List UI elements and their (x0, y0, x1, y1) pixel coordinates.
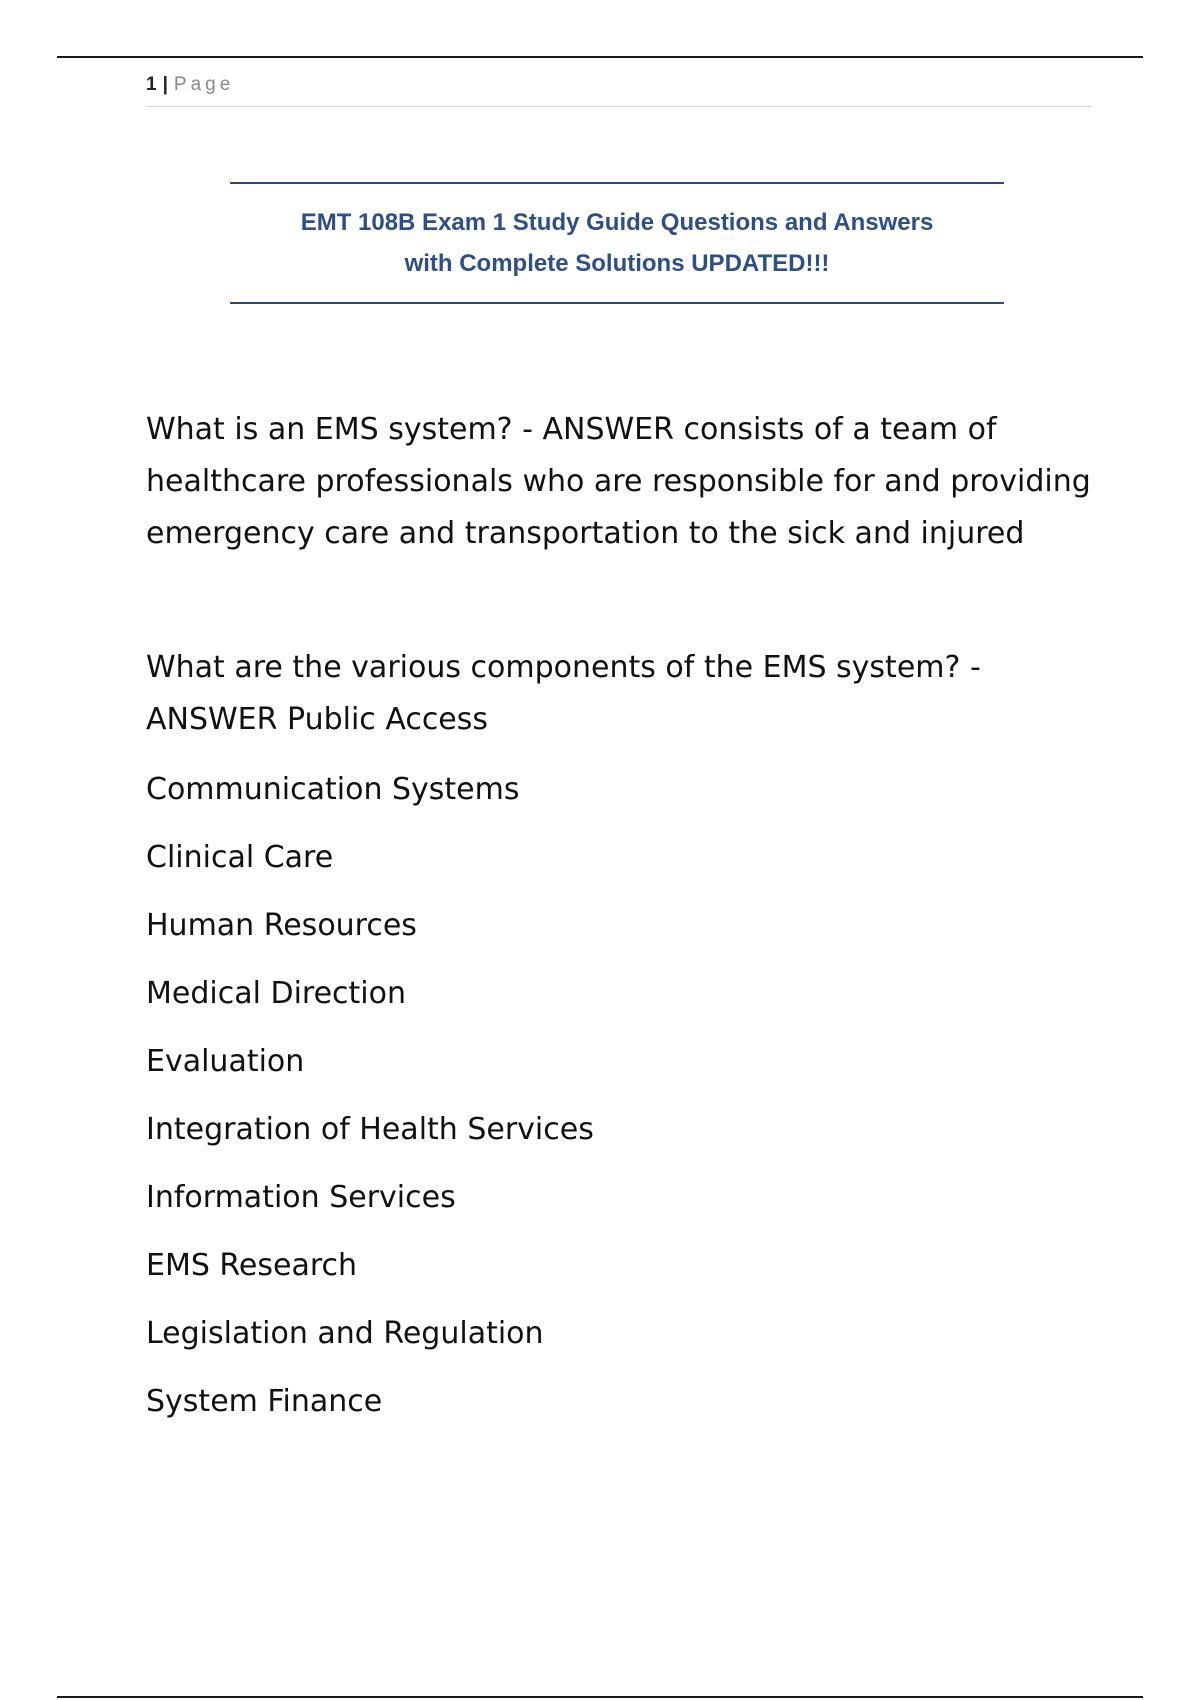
list-item: Evaluation (146, 1044, 305, 1079)
page-number: 1 (146, 74, 157, 95)
document-title-line-2: with Complete Solutions UPDATED!!! (404, 250, 830, 277)
list-item: Medical Direction (146, 976, 406, 1011)
qa-paragraph: What is an EMS system? - ANSWER consists of a team of healthcare professionals who are responsible for and providing emergency care and transportation to the sick and injured (146, 412, 1091, 551)
list-item: Human Resources (146, 908, 417, 943)
list-item: EMS Research (146, 1248, 358, 1283)
document-title-line-1: EMT 108B Exam 1 Study Guide Questions and Answers (300, 209, 934, 236)
list-item: Legislation and Regulation (146, 1316, 544, 1351)
page-header (146, 74, 1092, 107)
page-separator: | (162, 74, 168, 95)
document-title-block (230, 182, 1004, 304)
page-label: Page (173, 74, 235, 95)
list-item: Integration of Health Services (146, 1112, 594, 1147)
document-body (146, 404, 1106, 1436)
list-item: Clinical Care (146, 840, 334, 875)
page-bottom-rule (57, 1696, 1143, 1698)
list-item: System Finance (146, 1384, 383, 1419)
qa-paragraph: What are the various components of the EMS system? - ANSWER Public Access (146, 650, 981, 737)
list-item: Information Services (146, 1180, 456, 1215)
list-item: Communication Systems (146, 772, 520, 807)
page-top-rule (57, 56, 1143, 58)
